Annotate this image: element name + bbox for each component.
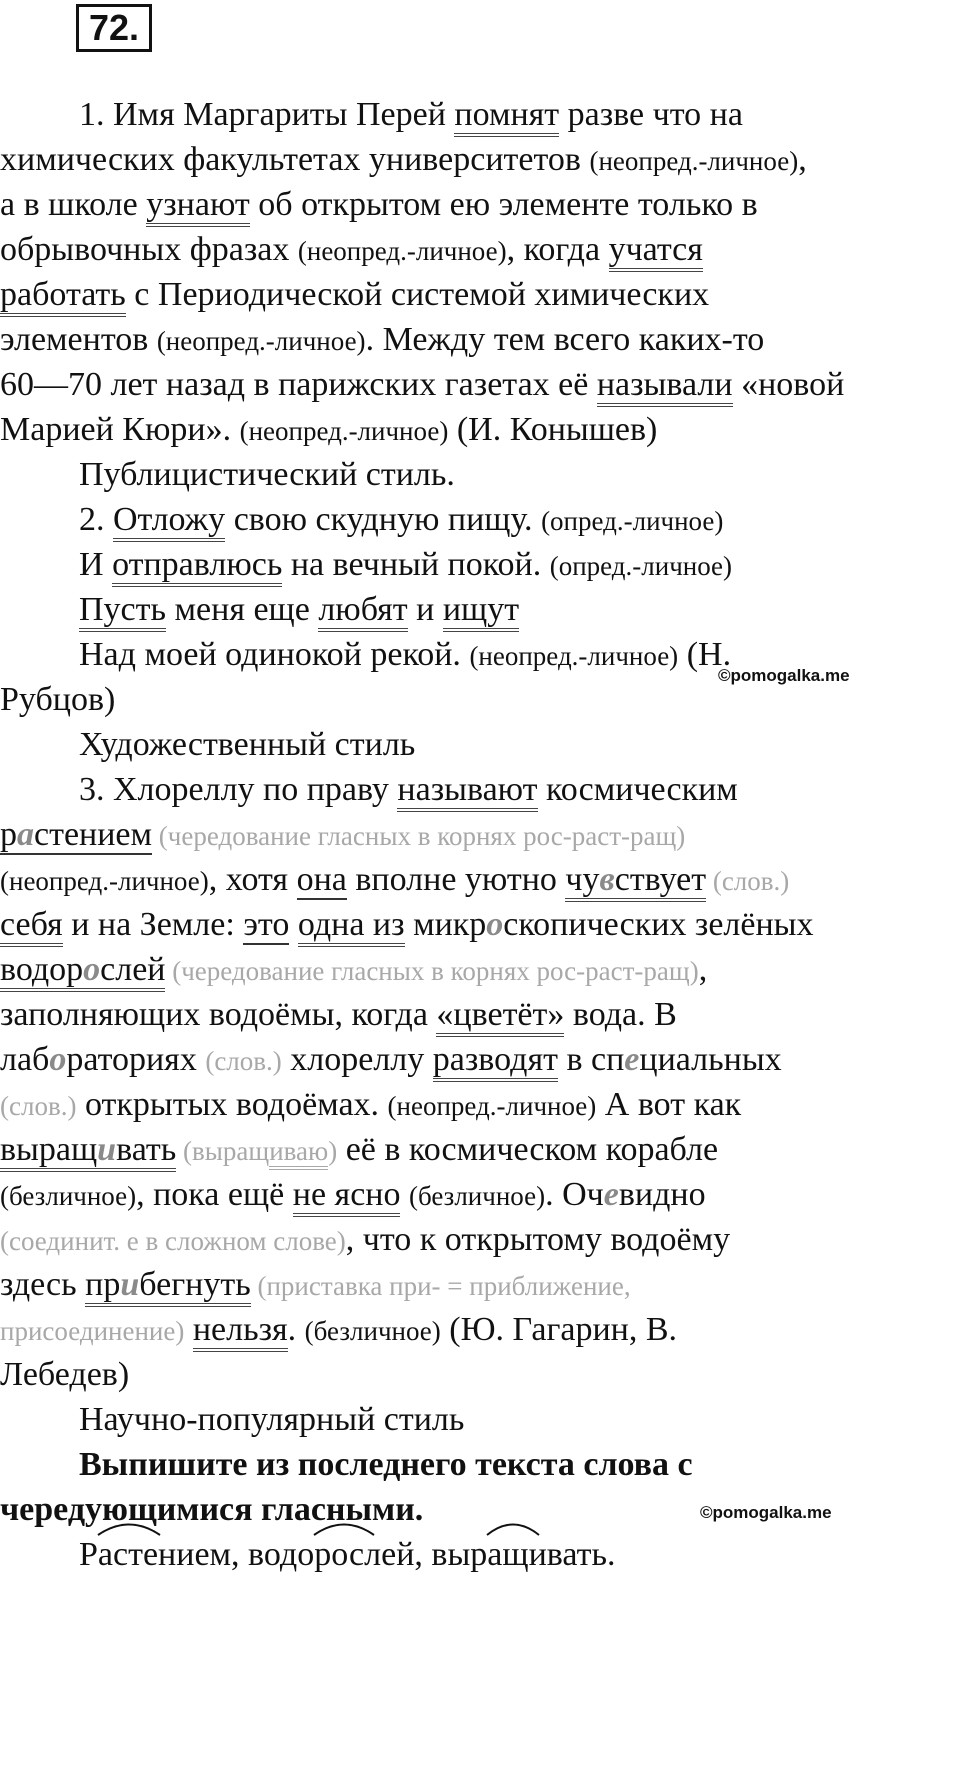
text: 2. xyxy=(79,501,113,538)
word-root: аст xyxy=(97,1536,143,1573)
predicate: называли xyxy=(597,366,733,407)
sentence-type-note: (неопред.-личное) xyxy=(297,236,507,266)
text: и xyxy=(407,591,443,628)
sentence-type-note: (неопред.-личное) xyxy=(239,416,449,446)
text: скопических зелёных xyxy=(503,906,814,943)
sentence-type-note: (безличное) xyxy=(0,1181,137,1211)
text: элементов xyxy=(0,321,157,358)
task-title: Выпишите из последнего текста слова с xyxy=(79,1446,693,1483)
text: циальных xyxy=(639,1041,782,1078)
root-arc-icon xyxy=(485,1520,541,1536)
text: ением, водо xyxy=(142,1536,315,1573)
text: , когда xyxy=(506,231,609,268)
predicate: помнят xyxy=(454,96,559,137)
predicate: узнают xyxy=(146,186,250,227)
text-line xyxy=(0,405,960,456)
text-line xyxy=(0,180,960,230)
text: вполне уютно xyxy=(346,861,566,898)
text: и на Земле: xyxy=(62,906,244,943)
text: водор xyxy=(0,951,84,988)
text xyxy=(400,1176,409,1213)
root-mark xyxy=(98,1530,143,1580)
sentence-type-note: (неопред.-личное) xyxy=(469,641,679,671)
sentence-type-note: (безличное) xyxy=(408,1181,546,1211)
text-line xyxy=(79,585,960,635)
sentence-type-note: (безличное) xyxy=(304,1316,441,1346)
watermark: ©pomogalka.me xyxy=(700,1503,832,1522)
predicate xyxy=(565,861,706,902)
spelling-note: (слов.) xyxy=(0,1091,77,1121)
text: открытых водоёмах. xyxy=(76,1086,388,1123)
object-word xyxy=(0,816,152,855)
highlighted-vowel: е xyxy=(624,1041,640,1078)
text: р xyxy=(0,816,17,853)
exercise-number: 72. xyxy=(76,4,152,52)
predicate: «цветёт» xyxy=(436,996,564,1037)
text: разве что на xyxy=(559,96,743,133)
text: раториях xyxy=(66,1041,206,1078)
text: а в школе xyxy=(0,186,147,223)
text-line xyxy=(0,225,960,276)
text-line xyxy=(0,1260,960,1311)
text: хлореллу xyxy=(281,1041,433,1078)
text: ивать. xyxy=(528,1536,616,1573)
text: бегнуть xyxy=(139,1266,251,1303)
predicate: работать xyxy=(0,276,126,317)
style-label: Научно-популярный стиль xyxy=(79,1401,465,1438)
text-line xyxy=(0,900,960,950)
predicate: себя xyxy=(0,906,63,947)
root-arc-icon xyxy=(312,1520,376,1536)
text: химических факультетах университетов xyxy=(0,141,590,178)
spelling-note: присоединение) xyxy=(0,1316,185,1346)
text-line xyxy=(0,1170,960,1221)
style-label: Художественный стиль xyxy=(79,726,416,763)
text: , xyxy=(798,141,807,178)
predicate: одна из xyxy=(298,906,405,947)
predicate xyxy=(0,1131,176,1172)
text: меня еще xyxy=(166,591,319,628)
answer-line xyxy=(79,1530,960,1580)
sentence-type-note: (неопред.-личное) xyxy=(387,1091,597,1121)
text xyxy=(289,906,298,943)
sentence-type-note: (неопред.-личное) xyxy=(0,866,209,896)
predicate: любят xyxy=(318,591,407,632)
text-line xyxy=(0,135,960,186)
text-line xyxy=(79,90,960,140)
style-label: Публицистический стиль. xyxy=(79,456,455,493)
subject: она xyxy=(296,861,347,898)
text-line xyxy=(0,1125,960,1176)
watermark: ©pomogalka.me xyxy=(718,666,850,685)
text: в сп xyxy=(557,1041,625,1078)
text: стением xyxy=(34,816,153,853)
sentence-type-note: (опред.-личное) xyxy=(549,551,733,581)
text: И xyxy=(79,546,113,583)
text-line xyxy=(0,270,960,320)
text: , пока ещё xyxy=(136,1176,293,1213)
text: 1. Имя Маргариты Перей xyxy=(79,96,455,133)
highlighted-vowel: в xyxy=(599,861,615,898)
text-line: Рубцов) xyxy=(0,681,116,718)
text: её в космическом корабле xyxy=(337,1131,719,1168)
root-mark xyxy=(314,1530,364,1580)
text: «новой xyxy=(732,366,845,403)
text: Р xyxy=(79,1536,98,1573)
text: 60—70 лет назад в парижских газетах её xyxy=(0,366,597,403)
subject: это xyxy=(243,906,290,943)
text: здесь xyxy=(0,1266,86,1303)
text: (Н. xyxy=(678,636,732,673)
sentence-type-note: (неопред.-личное) xyxy=(156,326,366,356)
highlighted-vowel: о xyxy=(486,906,504,943)
text: лей, выр xyxy=(364,1536,488,1573)
text: обрывочных фразах xyxy=(0,231,298,268)
text: слей xyxy=(100,951,166,988)
predicate: называют xyxy=(397,771,537,812)
highlighted-vowel: е xyxy=(603,1176,619,1213)
text: 3. Хлореллу по праву xyxy=(79,771,398,808)
word-root: ащ xyxy=(487,1536,529,1573)
text-line xyxy=(0,855,960,906)
root-mark xyxy=(487,1530,528,1580)
text-line xyxy=(0,1305,960,1356)
predicate xyxy=(0,951,165,992)
text: . Между тем всего каких-то xyxy=(365,321,765,358)
text-line xyxy=(0,810,960,861)
task-title: чередующимися гласными. xyxy=(0,1491,424,1528)
spelling-note: (чередование гласных в корнях рос-раст-ращ) xyxy=(165,956,699,986)
text-line xyxy=(79,765,960,815)
predicate: разводят xyxy=(433,1041,558,1082)
predicate: Пусть xyxy=(79,591,166,632)
highlighted-vowel: о xyxy=(49,1041,67,1078)
text-line xyxy=(0,315,960,366)
text-line xyxy=(0,1080,960,1131)
text: Марией Кюри». xyxy=(0,411,240,448)
text: об открытом ею элементе только в xyxy=(249,186,758,223)
text: пр xyxy=(85,1266,121,1303)
sentence-type-note: (опред.-личное) xyxy=(541,506,724,536)
predicate: ищут xyxy=(443,591,519,632)
spelling-note: (слов.) xyxy=(205,1046,282,1076)
text: (Ю. Гагарин, В. xyxy=(440,1311,678,1348)
spelling-note: ) xyxy=(328,1136,338,1166)
text-line: Лебедев) xyxy=(0,1356,130,1393)
predicate: учатся xyxy=(609,231,703,272)
text: заполняющих водоёмы, когда xyxy=(0,996,437,1033)
highlighted-vowel: а xyxy=(17,816,34,853)
text: космическим xyxy=(537,771,738,808)
text: Над моей одинокой рекой. xyxy=(79,636,470,673)
text: , хотя xyxy=(208,861,297,898)
text: , что к открытому водоёму xyxy=(345,1221,731,1258)
text: на вечный покой. xyxy=(282,546,550,583)
text: видно xyxy=(618,1176,706,1213)
text: чу xyxy=(565,861,600,898)
text: вать xyxy=(116,1131,177,1168)
text: лаб xyxy=(0,1041,50,1078)
text: ствует xyxy=(614,861,707,898)
sentence-type-note: (неопред.-личное) xyxy=(589,146,799,176)
spelling-note: (выращ xyxy=(176,1136,270,1166)
text-line xyxy=(0,990,960,1040)
highlighted-vowel: и xyxy=(120,1266,140,1303)
text: . Оч xyxy=(545,1176,604,1213)
word-root: рос xyxy=(314,1536,365,1573)
text: микр xyxy=(404,906,487,943)
text: А вот как xyxy=(596,1086,742,1123)
text: . xyxy=(287,1311,305,1348)
spelling-note: (чередование гласных в корнях рос-раст-ращ) xyxy=(152,821,686,851)
predicate xyxy=(85,1266,251,1307)
predicate: нельзя xyxy=(193,1311,288,1352)
text: (И. Конышев) xyxy=(448,411,658,448)
predicate: Отложу xyxy=(113,501,225,542)
root-arc-icon xyxy=(96,1520,162,1536)
text: выращ xyxy=(0,1131,98,1168)
highlighted-vowel: и xyxy=(97,1131,117,1168)
predicate: отправлюсь xyxy=(112,546,282,587)
text-line xyxy=(0,360,960,410)
predicate: не ясно xyxy=(293,1176,401,1217)
spelling-note-suffix: иваю xyxy=(269,1136,328,1170)
text: вода. В xyxy=(564,996,677,1033)
text xyxy=(184,1311,193,1348)
text-line xyxy=(79,495,960,546)
spelling-note: (соединит. е в сложном слове) xyxy=(0,1226,346,1256)
text: , xyxy=(698,951,708,988)
spelling-note: (приставка при- = приближение, xyxy=(250,1271,631,1301)
text-line xyxy=(0,1035,960,1086)
text-line xyxy=(0,1215,960,1266)
highlighted-vowel: о xyxy=(83,951,101,988)
spelling-note: (слов.) xyxy=(706,866,790,896)
text: свою скудную пищу. xyxy=(225,501,542,538)
text-line xyxy=(0,945,960,996)
text: с Периодической системой химических xyxy=(125,276,710,313)
text-line xyxy=(79,540,960,591)
